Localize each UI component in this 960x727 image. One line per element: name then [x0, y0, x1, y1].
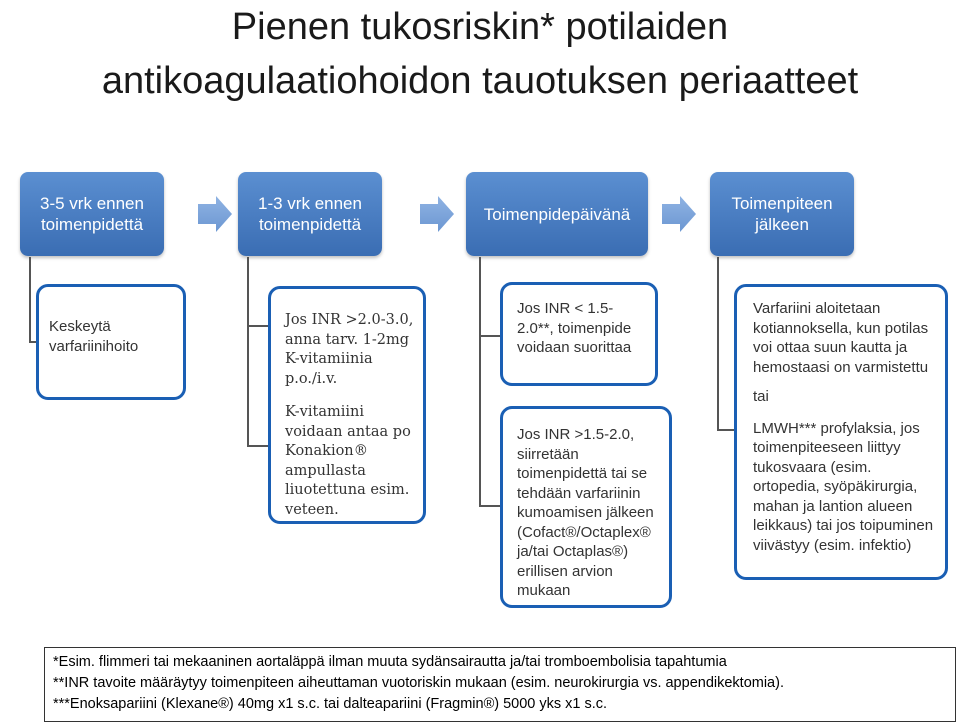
connector-line: [248, 326, 268, 446]
title-line-1: Pienen tukosriskin* potilaiden: [231, 6, 729, 48]
box-text: Jos INR < 1.5-2.0**, toimenpide voidaan suorittaa: [517, 300, 632, 356]
box-stop-warfarin: [36, 284, 186, 400]
header-text: Toimenpiteen: [731, 194, 833, 213]
footnote-3: ***Enoksapariini (Klexane®) 40mg x1 s.c. tai dalteapariini (Fragmin®) 5000 yks x1 s.c.: [53, 696, 608, 712]
connector-line: [248, 257, 268, 326]
box-inr-not-ok: [500, 406, 672, 608]
box-text: Jos INR >2.0-3.0, anna tarv. 1-2mg K-vitamiinia p.o./i.v.: [285, 312, 414, 387]
box-text: Jos INR >1.5-2.0, siirretään toimenpidettä tai se tehdään varfariinin kumoamisen jälkeen (Cofact®/Octaplex® ja/tai Octaplas®) erillisen arvion mukaan: [517, 426, 654, 599]
title-line-2: antikoagulaatiohoidon tauotuksen periaatteet: [101, 60, 859, 102]
header-text: toimenpidettä: [40, 215, 144, 234]
box-text: Varfariini aloitetaan kotiannoksella, kun potilas voi ottaa suun kautta ja hemostaasi on varmistettu: [753, 300, 929, 376]
arrow-right-icon: [420, 196, 454, 232]
arrow-right-icon: [198, 196, 232, 232]
footnote-2: **INR tavoite määräytyy toimenpiteen aiheuttaman vuotoriskin mukaan (esim. neurokirurgia vs. appendikektomia).: [53, 675, 784, 691]
header-text: jälkeen: [755, 215, 809, 234]
header-text: toimenpidettä: [258, 215, 362, 234]
box-text: tai: [753, 388, 769, 405]
footnote-1: *Esim. flimmeri tai mekaaninen aortaläppä ilman muuta sydänsairautta ja/tai tromboembolisia tapahtumia: [53, 654, 727, 670]
box-text: K-vitamiini voidaan antaa po Konakion® ampullasta liuotettuna esim. veteen.: [285, 404, 411, 518]
footnotes: [44, 647, 956, 722]
connector-line: [480, 336, 500, 506]
header-text: 1-3 vrk ennen: [258, 194, 362, 213]
box-inr-ok: [500, 282, 658, 386]
box-text: Keskeytä varfariinihoito: [49, 318, 139, 355]
box-after-procedure: [734, 284, 948, 580]
header-text: Toimenpidepäivänä: [483, 204, 631, 224]
box-vitamin-k: [268, 286, 426, 524]
connector-line: [718, 257, 734, 430]
connector-line: [480, 257, 500, 336]
box-text: LMWH*** profylaksia, jos toimenpiteeseen liittyy tukosvaara (esim. ortopedia, syöpäkirurgia, mahan ja lantion alueen leikkaus) tai jos toipuminen viivästyy (esim. infektio): [753, 419, 934, 554]
arrow-right-icon: [662, 196, 696, 232]
header-text: 3-5 vrk ennen: [40, 194, 144, 213]
